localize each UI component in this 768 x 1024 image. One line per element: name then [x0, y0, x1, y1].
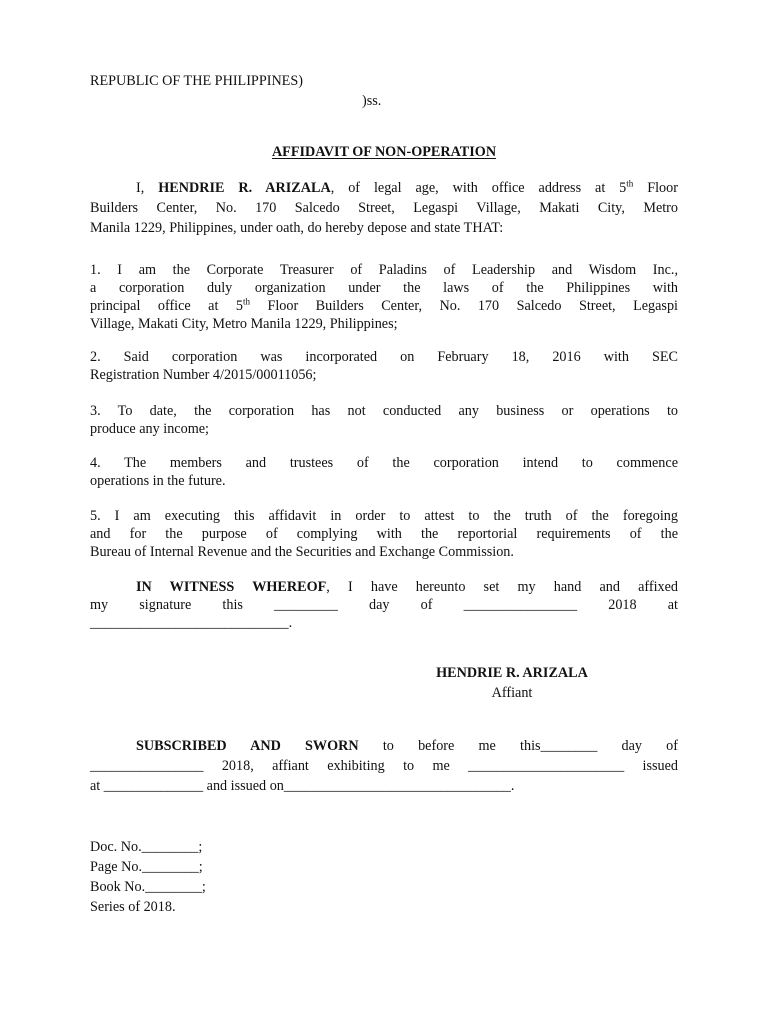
item-3-line-1: 3. To date, the corporation has not conducted any business or operations to: [90, 403, 678, 419]
item-3-line-2: produce any income;: [90, 421, 209, 437]
book-number: Book No.________;: [90, 879, 206, 895]
witness-line-2: my signature this _________ day of ________________ 2018 at: [90, 597, 678, 613]
item-1-line-4: Village, Makati City, Metro Manila 1229, Philippines;: [90, 316, 398, 332]
jurat-line-2: ________________ 2018, affiant exhibiting to me ______________________ issued: [90, 758, 678, 774]
item-2-line-1: 2. Said corporation was incorporated on February 18, 2016 with SEC: [90, 349, 678, 365]
item-5-line-1: 5. I am executing this affidavit in order to attest to the truth of the foregoing: [90, 508, 678, 524]
venue-caption: REPUBLIC OF THE PHILIPPINES): [90, 73, 303, 89]
jurat-line-1: SUBSCRIBED AND SWORN to before me this________ day of: [136, 738, 678, 754]
item-5-line-3: Bureau of Internal Revenue and the Securities and Exchange Commission.: [90, 544, 514, 560]
item-2-line-2: Registration Number 4/2015/00011056;: [90, 367, 317, 383]
affiant-name: HENDRIE R. ARIZALA: [158, 180, 331, 196]
item-4-line-1: 4. The members and trustees of the corporation intend to commence: [90, 455, 678, 471]
witness-line-3: ____________________________.: [90, 615, 293, 631]
series-year: Series of 2018.: [90, 899, 176, 915]
item-1-line-3: principal office at 5th Floor Builders Center, No. 170 Salcedo Street, Legaspi: [90, 296, 678, 314]
intro-line-1: I, HENDRIE R. ARIZALA, of legal age, with office address at 5th Floor: [136, 178, 678, 196]
venue-ss: )ss.: [362, 93, 382, 109]
doc-number: Doc. No.________;: [90, 839, 203, 855]
witness-line-1: IN WITNESS WHEREOF, I have hereunto set my hand and affixed: [136, 579, 678, 595]
affidavit-page: [90, 0, 678, 1024]
item-1-line-1: 1. I am the Corporate Treasurer of Paladins of Leadership and Wisdom Inc.,: [90, 262, 678, 278]
item-1-line-2: a corporation duly organization under the laws of the Philippines with: [90, 280, 678, 296]
intro-line-3: Manila 1229, Philippines, under oath, do hereby depose and state THAT:: [90, 220, 504, 236]
document-title: AFFIDAVIT OF NON-OPERATION: [271, 144, 497, 160]
item-5-line-2: and for the purpose of complying with the reportorial requirements of the: [90, 526, 678, 542]
signatory-role: Affiant: [491, 685, 533, 701]
page-number: Page No.________;: [90, 859, 203, 875]
jurat-line-3: at ______________ and issued on________________________________.: [90, 778, 515, 794]
intro-line-2: Builders Center, No. 170 Salcedo Street, Legaspi Village, Makati City, Metro: [90, 200, 678, 216]
signatory-name: HENDRIE R. ARIZALA: [436, 665, 588, 681]
item-4-line-2: operations in the future.: [90, 473, 226, 489]
